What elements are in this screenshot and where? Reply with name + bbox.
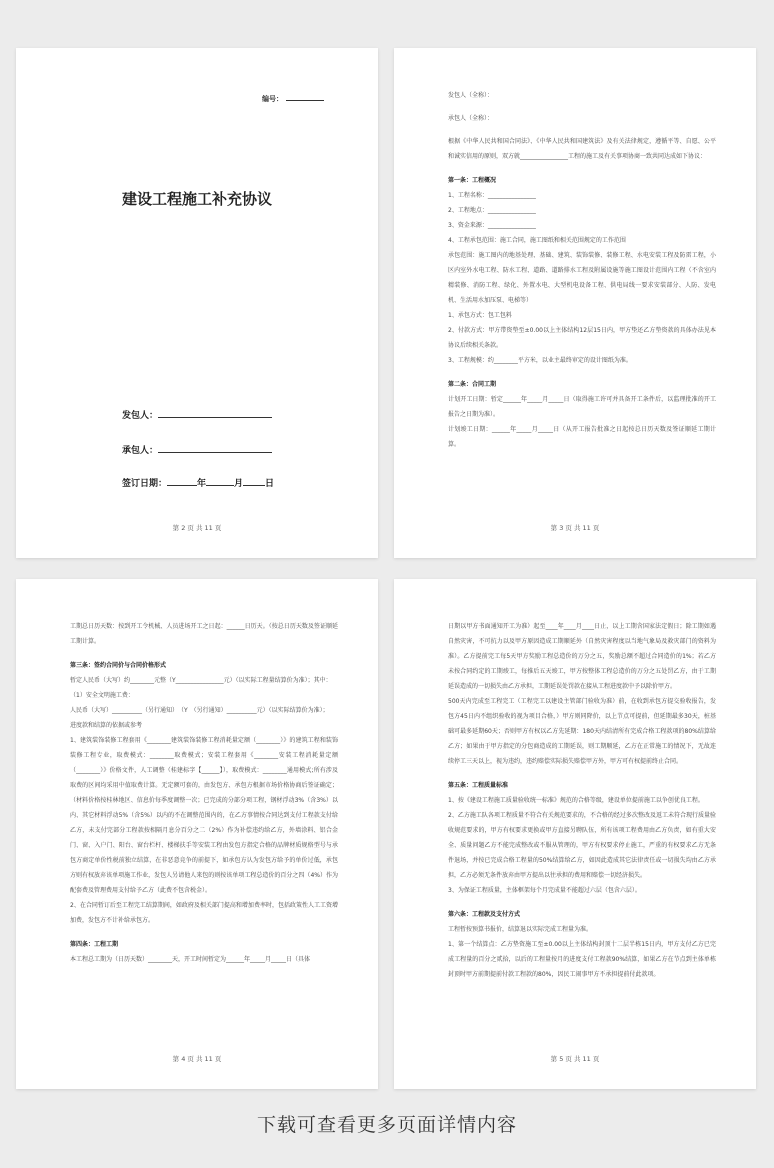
paragraph: 2、在合同暂订后至工程完工结算期间，如政府及相关部门提高和增加费率时，包括政策性人工工资增加费，发包方不计补给承包方。 [70,902,338,924]
paragraph: 1、工程名称：________________ [448,192,536,199]
document-page-3 [394,48,756,558]
paragraph: 2、工程地点：________________ [448,207,536,214]
year-blank [167,476,197,486]
contract-number-blank [286,93,324,101]
paragraph: 计划竣工日期：______年_____月_____日（从开工报告批准之日起按总日历天数及签证顺延工期计算。 [448,426,716,448]
paragraph: 3、资金来源：________________ [448,222,536,229]
document-page-5 [394,579,756,1089]
contractor-field [122,443,272,456]
contractor-blank [158,443,272,453]
paragraph: 日期以甲方书面通知开工为准）起至____年____月____日止，以上工期含国家法定假日；除工期如遇自然灾害，不可抗力以及甲方原因造成工期顺延外（自然灾害程度以当地气象局及救灾部门的资料为准）。乙方提前完工每5天甲方奖励工程总造价的万分之五，奖励总额不超过合同造价的1%；若乙方未按合同约定的工期竣工，每推后五天竣工，甲方按整体工程总造价的万分之五处罚乙方，由于工期延误造成的一切损失由乙方承担，工期延误处罚款在接从工程进度款中予以除价甲方。 [448,623,716,690]
section-heading: 第一条：工程概况 [448,177,497,184]
paragraph: 工期总日历天数：按到开工令机械、人员进场开工之日起：______日历天。（按总日历天数及签证顺延工期计算。 [70,623,338,645]
paragraph: 3、工程规模：约________平方米，以业主最终审定的设计图纸为准。 [448,357,632,364]
page-footer: 第 3 页 共 11 页 [550,524,600,532]
page-footer: 第 5 页 共 11 页 [550,1055,600,1063]
paragraph: 计划开工日期：暂定______年_____月_____日（取得施工许可并具备开工条件后，以监理批准的开工报告之日期为准）。 [448,396,716,418]
paragraph: 人民币（大写）__________（另行通知） （Y （另行通知）__________元）（以实际结算价为准）； [70,707,329,714]
page-body [448,619,716,982]
contract-number [262,93,324,104]
paragraph: 发包人（全称）： [448,92,494,99]
sign-date-label: 签订日期： [122,479,168,489]
section-heading: 第五条：工程质量标准 [448,782,509,789]
paragraph: 4、工程承包范围：施工合同，施工图纸和相关范围规定的工作范围 [448,237,626,244]
paragraph: （1）安全文明施工费： [70,692,134,699]
paragraph: 工程暂按预算书报价，结算退以实际完成工程量为准。 [448,926,593,933]
day-unit: 日 [265,479,275,489]
paragraph: 承包人（全称）： [448,115,494,122]
paragraph: 1、建筑装饰装修工程套用《________建筑装饰装修工程消耗量定额（________）》的建筑工程和装饰装修工程专业，取费模式：________取费模式；安装工程套用《________安装工程消耗量定额（________）》价格文件，人工调整（桂建标字【______】），取费模式：________通用模式;所有涉及取费的区间均采用中值取费计算。无定额可套的，由发包方、承包方根据市场价格协商后签证确定；（材料价格按桂林地区、信息价每季度调整一次；已完成的分部分项工程，钢材浮动3%（含3%）以内、其它材料浮动5%（含5%）以内的不在调整范围内的，在乙方事情按合同达到支付工程款支付给乙方，未支付完部分工程款按相隔月息分百分之二（2%）作为补偿违约给乙方，外墙涂料、铝合金门、窗、入户门、阳台、窗台栏杆、楼梯扶手等安装工程由发包方指定合格的品牌材质规格型号与承包方商定单价性税前独立结算，在非恶意竞争的前提下，如承包方认为发包方给予的单价过低，承包方则有权放弃该单项施工作业，发包人另请他人来包的则按该单项工程总造价的百分之四（4%）作为配套费及管理费用支付给予乙方（此费不包含税金）。 [70,737,338,894]
year-unit: 年 [197,479,207,489]
month-unit: 月 [234,479,244,489]
paragraph: 2、乙方施工队各项工程质量不符合有关规范要求的，不合格的经过多次整改及返工未符合现行质量验收规范要求的，甲方有权要求更换或甲方直接另聘队伍，所有该项工程费用由乙方负责，如有重大安全、质量问题乙方不能完成整改或不服从管理的，甲方有权要求停止施工，严重的有权要求乙方无条件退场，并按已完成合格工程量的50%结算给乙方，如因此造成其它法律责任或一切损失均由乙方承担，乙方必须无条件放弃由甲方提出以往承担的费用和赔偿一切经济损失。 [448,812,716,879]
paragraph: 进度款和结算的依据或参考 [70,722,143,729]
paragraph: 1、承包方式：包工包料 [448,312,512,319]
paragraph: 承包范围：施工图内的地基处理、基础、建筑、装饰装修、装修工程、水电安装工程及防雷工程，小区内室外水电工程、防水工程、道路、道路排水工程及附属设施等施工图设计范围内工程（不含室内精装修、消防工程、绿化、外置水电、大型机电设备工程、供电局线一要求安装部分、人防、发电机、生活用水加压泵、电梯等） [448,252,716,304]
document-page-cover [16,48,378,558]
section-heading: 第六条：工程款及支付方式 [448,911,521,918]
paragraph: 本工程总工期为（日历天数）________天，开工时间暂定为______年_____月_____日（具体 [70,956,311,963]
month-blank [206,476,234,486]
contractor-label: 承包人： [122,446,159,456]
page-body [448,88,716,452]
employer-field [122,408,272,421]
employer-label: 发包人： [122,411,159,421]
paragraph: 500天内完成至工程完工（工程完工以建设主管部门验收为准）前，在收到承包方提交验收报告，发包方45日内不组织验收的视为项目合格，）甲方则同降价，以上节点可提前，但延期最多30天，桩基础可最多延期60天；否则甲方有权以乙方先延期：180天内结清所有完成合格工程款项的80%结算给乙方；如果由于甲方指定的分包商造成的工期延误，则工期顺延，乙方在正常施工的情况下，无故连续停工三天以上，视为违约，违约赔偿实际损失赔偿甲方外，甲方可有权提前终止合同。 [448,698,716,765]
paragraph: 3、为保证工程质量，主体框架每个月完成量不能超过六层（包含六层）。 [448,887,641,894]
paragraph: 1、第一个结算点：乙方垫资施工至±0.00以上主体结构封顶十二层半栋15日内，甲方支付乙方已完成工程量的百分之贰拾，以后的工程量按月的进度支付工程款90%结算，如果乙方在节点到主体单栋封顶时甲方前期提前付款工程款的80%，因民工闹事甲方不承担提前付此款项。 [448,941,716,978]
download-caption: 下载可查看更多页面详情内容 [256,1114,517,1136]
page-footer: 第 4 页 共 11 页 [172,1055,222,1063]
section-heading: 第四条：工程工期 [70,941,119,948]
spacer [448,103,716,111]
paragraph: 2、付款方式：甲方带资垫至±0.00以上主体结构12层15日内，甲方垫还乙方垫资款的具体办法见本协议后续相关条款。 [448,327,716,349]
paragraph: 暂定人民币（大写）约________元整（Y________________元）（以实际工程量结算价为准）；其中： [70,677,332,684]
spacer [448,126,716,134]
day-blank [243,476,265,486]
page-body [70,619,338,967]
section-heading: 第二条：合同工期 [448,381,497,388]
sign-date-field [122,476,274,489]
section-heading: 第三条：签约合同价与合同价格形式 [70,662,167,669]
page-footer: 第 2 页 共 11 页 [172,524,222,532]
contract-number-label: 编号： [262,95,283,103]
paragraph: 1、按《建设工程施工质量验收统一标准》规范的合格等级，建设单位提前施工以争创优良工程。 [448,797,704,804]
paragraph: 根据《中华人民共和国合同法》、《中华人民共和国建筑法》及有关法律规定，遵循平等、自愿、公平和诚实信用的原则，双方就________________工程的施工及有关事项协商一致共同达成如下协议： [448,138,716,160]
document-title: 建设工程施工补充协议 [121,190,272,208]
employer-blank [158,408,272,418]
document-page-4 [16,579,378,1089]
